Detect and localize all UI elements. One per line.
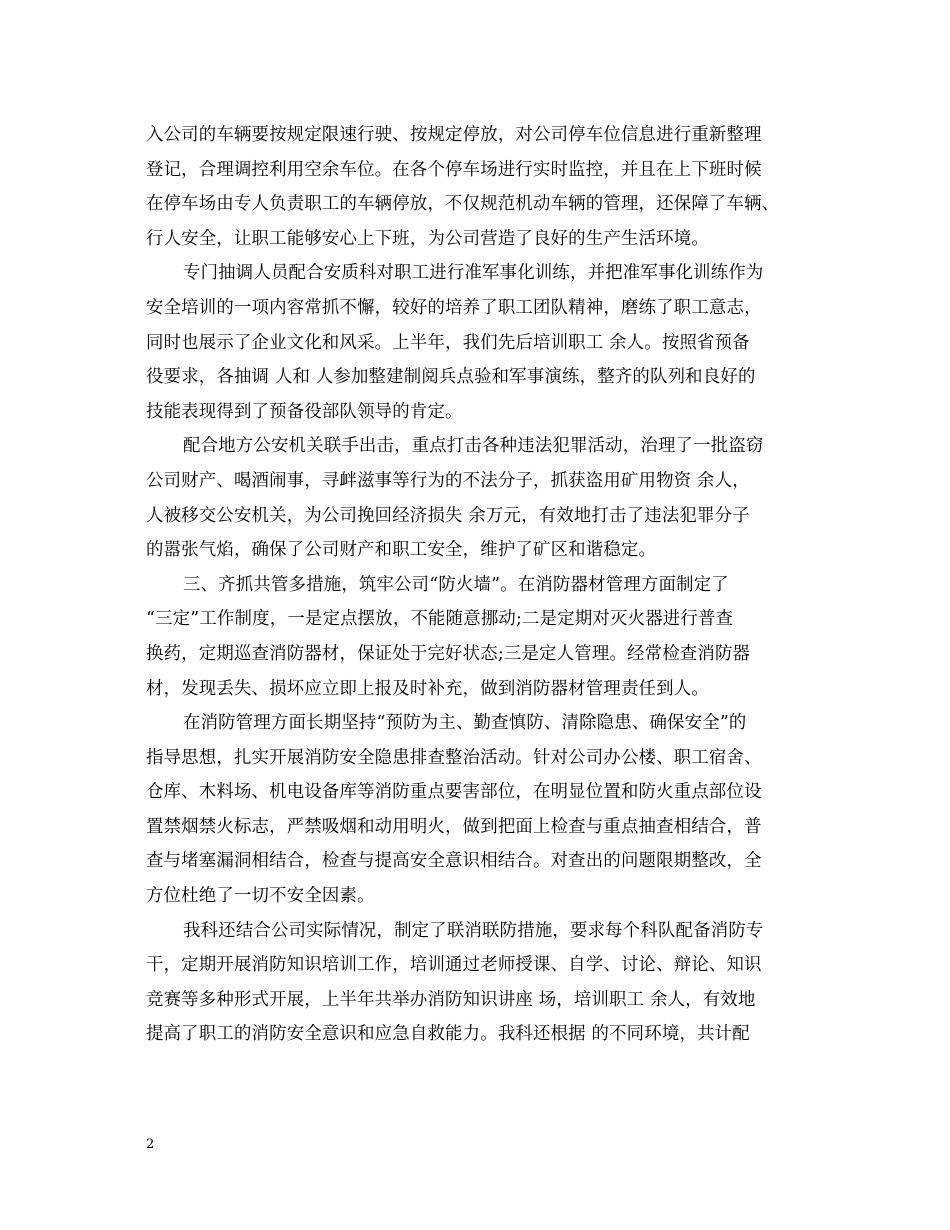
paragraph-joint-fire-prevention	[146, 914, 818, 1052]
text-line: 竞赛等多种形式开展，上半年共举办消防知识讲座 场，培训职工 余人，有效地	[146, 989, 756, 1010]
paragraph-fire-management	[146, 706, 818, 914]
paragraph-fire-equipment	[146, 568, 818, 706]
text-line: 入公司的车辆要按规定限速行驶、按规定停放，对公司停车位信息进行重新整理	[146, 125, 762, 145]
text-line: 专门抽调人员配合安质科对职工进行准军事化训练，并把准军事化训练作为	[183, 263, 764, 284]
document-body	[146, 118, 818, 1052]
text-line: 在消防管理方面长期坚持“预防为主、勤查慎防、清除隐患、确保安全”的	[183, 713, 747, 734]
text-line: 役要求，各抽调 人和 人参加整建制阅兵点验和军事演练，整齐的队列和良好的	[146, 367, 756, 388]
page-number: 2	[146, 1137, 155, 1152]
text-line: 人被移交公安机关，为公司挽回经济损失 余万元，有效地打击了违法犯罪分子	[146, 505, 750, 526]
paragraph-military-training	[146, 256, 818, 429]
text-line: 仓库、木料场、机电设备库等消防重点要害部位，在明显位置和防火重点部位设	[146, 782, 762, 803]
text-line: 三、齐抓共管多措施，筑牢公司“防火墙”。在消防器材管理方面制定了	[183, 574, 729, 595]
text-line: 置禁烟禁火标志，严禁吸烟和动用明火，做到把面上检查与重点抽查相结合，普	[146, 816, 762, 837]
text-line: 登记，合理调控利用空余车位。在各个停车场进行实时监控，并且在上下班时候	[146, 159, 762, 180]
text-line: 干，定期开展消防知识培训工作，培训通过老师授课、自学、讨论、辩论、知识	[146, 955, 762, 976]
text-line: 公司财产、喝酒闹事，寻衅滋事等行为的不法分子，抓获盗用矿用物资 余人，	[146, 470, 750, 491]
text-line: 在停车场由专人负责职工的车辆停放，不仅规范机动车辆的管理，还保障了车辆、	[146, 194, 780, 215]
text-line: 同时也展示了企业文化和风采。上半年，我们先后培训职工 余人。按照省预备	[146, 332, 750, 353]
text-line: 材，发现丢失、损坏应立即上报及时补充，做到消防器材管理责任到人。	[146, 678, 709, 699]
paragraph-parking	[146, 118, 818, 256]
text-line: 的嚣张气焰，确保了公司财产和职工安全，维护了矿区和谐稳定。	[146, 540, 657, 561]
text-line: 方位杜绝了一切不安全因素。	[146, 886, 375, 907]
text-line: 提高了职工的消防安全意识和应急自救能力。我科还根据 的不同环境，共计配	[146, 1024, 750, 1045]
text-line: 换药，定期巡查消防器材，保证处于完好状态;三是定人管理。经常检查消防器	[146, 643, 751, 664]
text-line: 指导思想，扎实开展消防安全隐患排查整治活动。针对公司办公楼、职工宿舍、	[146, 747, 762, 768]
text-line: 配合地方公安机关联手出击，重点打击各种违法犯罪活动，治理了一批盗窃	[183, 436, 764, 457]
text-line: 技能表现得到了预备役部队领导的肯定。	[146, 401, 463, 422]
text-line: 行人安全，让职工能够安心上下班，为公司营造了良好的生产生活环境。	[146, 228, 709, 249]
text-line: 我科还结合公司实际情况，制定了联消联防措施，要求每个科队配备消防专	[183, 920, 764, 941]
paragraph-police-cooperation	[146, 429, 818, 567]
text-line: 安全培训的一项内容常抓不懈，较好的培养了职工团队精神，磨练了职工意志，	[146, 297, 762, 318]
text-line: “三定”工作制度，一是定点摆放，不能随意挪动;二是定期对灭火器进行普查	[146, 609, 734, 630]
text-line: 查与堵塞漏洞相结合，检查与提高安全意识相结合。对查出的问题限期整改，全	[146, 851, 762, 872]
